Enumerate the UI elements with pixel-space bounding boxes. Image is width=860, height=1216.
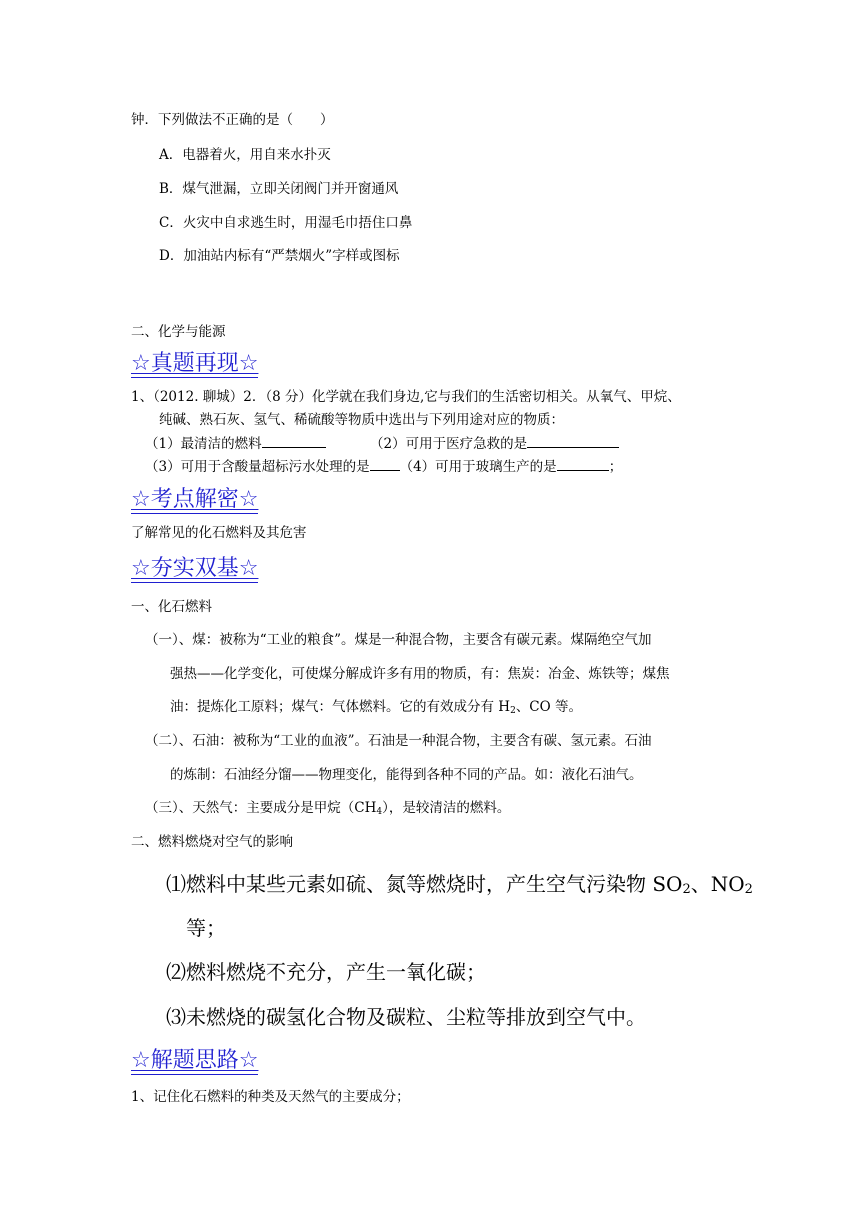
heading-jieti: ☆解题思路☆ xyxy=(131,1048,259,1073)
subscript: 2 xyxy=(510,706,516,716)
gas-text: （三）、天然气：主要成分是甲烷（CH xyxy=(145,800,377,816)
zhenti-item3: （3）可用于含酸量超标污水处理的是 xyxy=(145,459,370,475)
heading-zhenti: ☆真题再现☆ xyxy=(131,351,259,376)
option-c: C．火灾中自求逃生时，用湿毛巾捂住口鼻 xyxy=(159,215,413,231)
answer-blank xyxy=(370,456,400,471)
answer-blank xyxy=(262,433,326,448)
gas-line xyxy=(145,798,510,818)
zhenti-line1: 1、（2012. 聊城）2．（8 分）化学就在我们身边,它与我们的生活密切相关。从氧气、甲烷、 xyxy=(131,389,681,405)
subscript: 2 xyxy=(744,882,753,897)
answer-blank xyxy=(527,433,619,448)
zhenti-line2: 纯碱、熟石灰、氢气、稀硫酸等物质中选出与下列用途对应的物质： xyxy=(159,412,564,428)
option-a: A．电器着火，用自来水扑灭 xyxy=(159,147,331,163)
section2-title: 二、化学与能源 xyxy=(131,324,226,340)
coal-line1: （一）、煤：被称为“工业的粮食”。煤是一种混合物，主要含有碳元素。煤隔绝空气加 xyxy=(145,632,652,648)
oil-line1: （二）、石油：被称为“工业的血液”。石油是一种混合物，主要含有碳、氢元素。石油 xyxy=(145,733,652,749)
effect1-line xyxy=(166,870,753,898)
answer-blank xyxy=(557,456,609,471)
zhenti-item34-row xyxy=(145,456,622,477)
effect2: ⑵燃料燃烧不充分，产生一氧化碳； xyxy=(166,960,486,984)
zhenti-item1-row xyxy=(145,433,326,454)
coal-line3-text: 油：提炼化工原料；煤气：气体燃料。它的有效成分有 H xyxy=(170,699,511,715)
question-stem: 钟．下列做法不正确的是（ ） xyxy=(131,112,334,128)
zhenti-item2: （2）可用于医疗急救的是 xyxy=(370,436,528,452)
subscript: 2 xyxy=(682,882,691,897)
heading-kaodian: ☆考点解密☆ xyxy=(131,487,259,512)
heading-hangshi: ☆夯实双基☆ xyxy=(131,556,259,581)
option-b: B．煤气泄漏，立即关闭阀门并开窗通风 xyxy=(159,181,399,197)
coal-line3-end: 、CO 等。 xyxy=(515,699,583,715)
coal-line3 xyxy=(170,697,582,717)
gas-end: ），是较清洁的燃料。 xyxy=(382,800,511,816)
effect3: ⑶未燃烧的碳氢化合物及碳粒、尘粒等排放到空气中。 xyxy=(166,1005,646,1029)
effect1-cont: 等； xyxy=(186,916,226,940)
option-d: D．加油站内标有“严禁烟火”字样或图标 xyxy=(159,248,400,264)
zhenti-item4: （4）可用于玻璃生产的是 xyxy=(399,459,557,475)
effect1-mid: 、NO xyxy=(690,872,745,896)
kaodian-text: 了解常见的化石燃料及其危害 xyxy=(131,525,307,541)
zhenti-item2-row xyxy=(370,433,619,454)
zhenti-end: ； xyxy=(608,459,623,475)
effect1-text: ⑴燃料中某些元素如硫、氮等燃烧时，产生空气污染物 SO xyxy=(166,872,683,896)
hangshi-title2: 二、燃料燃烧对空气的影响 xyxy=(131,834,293,850)
oil-line2: 的炼制：石油经分馏——物理变化，能得到各种不同的产品。如：液化石油气。 xyxy=(170,767,643,783)
subscript: 4 xyxy=(376,807,383,817)
zhenti-item1: （1）最清洁的燃料 xyxy=(145,436,262,452)
jieti-text: 1、记住化石燃料的种类及天然气的主要成分； xyxy=(131,1089,410,1105)
hangshi-title1: 一、化石燃料 xyxy=(131,599,212,615)
coal-line2: 强热——化学变化，可使煤分解成许多有用的物质，有：焦炭：冶金、炼铁等；煤焦 xyxy=(170,666,670,682)
